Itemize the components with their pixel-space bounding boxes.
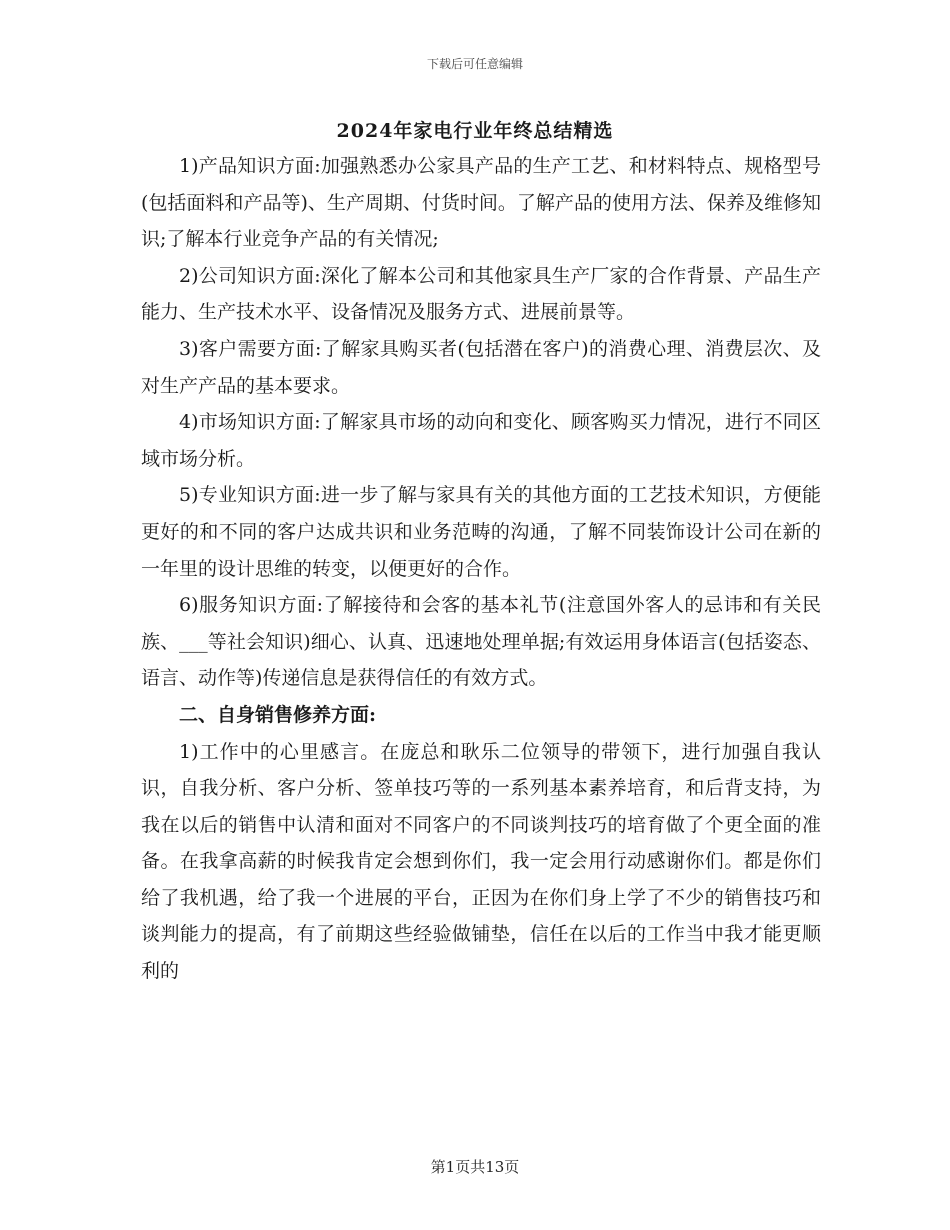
paragraph-work-reflection: 1)工作中的心里感言。在庞总和耿乐二位领导的带领下，进行加强自我认识，自我分析、客户分析、签单技巧等的一系列基本素养培育，和后背支持，为我在以后的销售中认清和面对不同客户的不同谈判技巧的培育做了个更全面的准备。在我拿高薪的时候我肯定会想到你们，我一定会用行动感谢你们。都是你们给了我机遇，给了我一个进展的平台，正因为在你们身上学了不少的销售技巧和谈判能力的提高，有了前期这些经验做铺垫，信任在以后的工作当中我才能更顺利的: [141, 740, 821, 983]
paragraph-company-knowledge: 2)公司知识方面:深化了解本公司和其他家具生产厂家的合作背景、产品生产能力、生产技术水平、设备情况及服务方式、进展前景等。: [141, 264, 821, 324]
paragraph-product-knowledge: 1)产品知识方面:加强熟悉办公家具产品的生产工艺、和材料特点、规格型号(包括面料和产品等)、生产周期、付货时间。了解产品的使用方法、保养及维修知识;了解本行业竞争产品的有关情况;: [141, 155, 821, 251]
paragraph-service-knowledge: 6)服务知识方面:了解接待和会客的基本礼节(注意国外客人的忌讳和有关民族、___等社会知识)细心、认真、迅速地处理单据;有效运用身体语言(包括姿态、语言、动作等)传递信息是获得信任的有效方式。: [141, 594, 821, 690]
paragraph-professional-knowledge: 5)专业知识方面:进一步了解与家具有关的其他方面的工艺技术知识，方便能更好的和不同的客户达成共识和业务范畴的沟通，了解不同装饰设计公司在新的一年里的设计思维的转变，以便更好的合作。: [141, 484, 821, 580]
paragraph-market-knowledge: 4)市场知识方面:了解家具市场的动向和变化、顾客购买力情况，进行不同区域市场分析。: [141, 411, 821, 470]
document-body: [141, 148, 821, 990]
document-title: 2024年家电行业年终总结精选: [336, 120, 614, 142]
paragraph-customer-needs: 3)客户需要方面:了解家具购买者(包括潜在客户)的消费心理、消费层次、及对生产产品的基本要求。: [141, 337, 821, 397]
section-heading: 二、自身销售修养方面:: [179, 703, 377, 726]
page-header-note: 下载后可任意编辑: [426, 57, 523, 71]
page-number: 第1页共13页: [430, 1158, 520, 1176]
